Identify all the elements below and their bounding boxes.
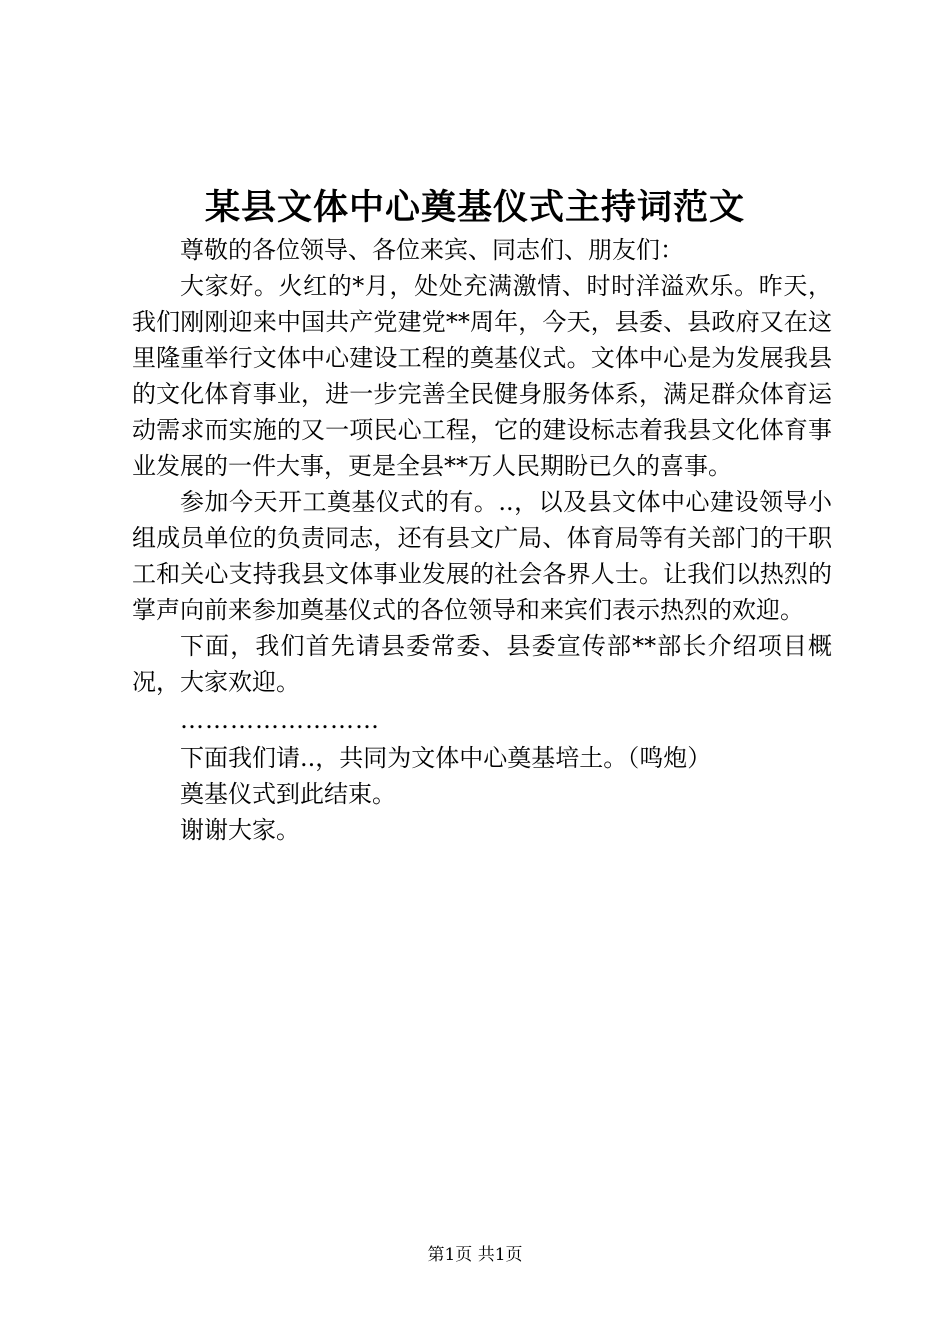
ellipsis-separator: …………………… — [180, 706, 380, 734]
greeting-paragraph: 尊敬的各位领导、各位来宾、同志们、朋友们： — [180, 236, 684, 264]
introduction-paragraph: 下面，我们首先请县委常委、县委宣传部**部长介绍项目概况，大家欢迎。 — [132, 632, 832, 696]
document-body — [132, 232, 832, 848]
attendees-paragraph: 参加今天开工奠基仪式的有。..，以及县文体中心建设领导小组成员单位的负责同志，还有县文广局、体育局等有关部门的干职工和关心支持我县文体事业发展的社会各界人士。让我们以热烈的掌声向前来参加奠基仪式的各位领导和来宾们表示热烈的欢迎。 — [132, 488, 832, 624]
thanks-paragraph: 谢谢大家。 — [180, 816, 300, 844]
closing-paragraph: 奠基仪式到此结束。 — [180, 780, 396, 808]
page-number-footer: 第1页 共1页 — [427, 1245, 523, 1265]
groundbreaking-paragraph: 下面我们请..，共同为文体中心奠基培土。（鸣炮） — [180, 744, 712, 772]
document-title: 某县文体中心奠基仪式主持词范文 — [204, 187, 745, 228]
opening-paragraph: 大家好。火红的*月，处处充满激情、时时洋溢欢乐。昨天，我们刚刚迎来中国共产党建党**周年，今天，县委、县政府又在这里隆重举行文体中心建设工程的奠基仪式。文体中心是为发展我县的文化体育事业，进一步完善全民健身服务体系，满足群众体育运动需求而实施的又一项民心工程，它的建设标志着我县文化体育事业发展的一件大事，更是全县**万人民期盼已久的喜事。 — [132, 272, 832, 480]
